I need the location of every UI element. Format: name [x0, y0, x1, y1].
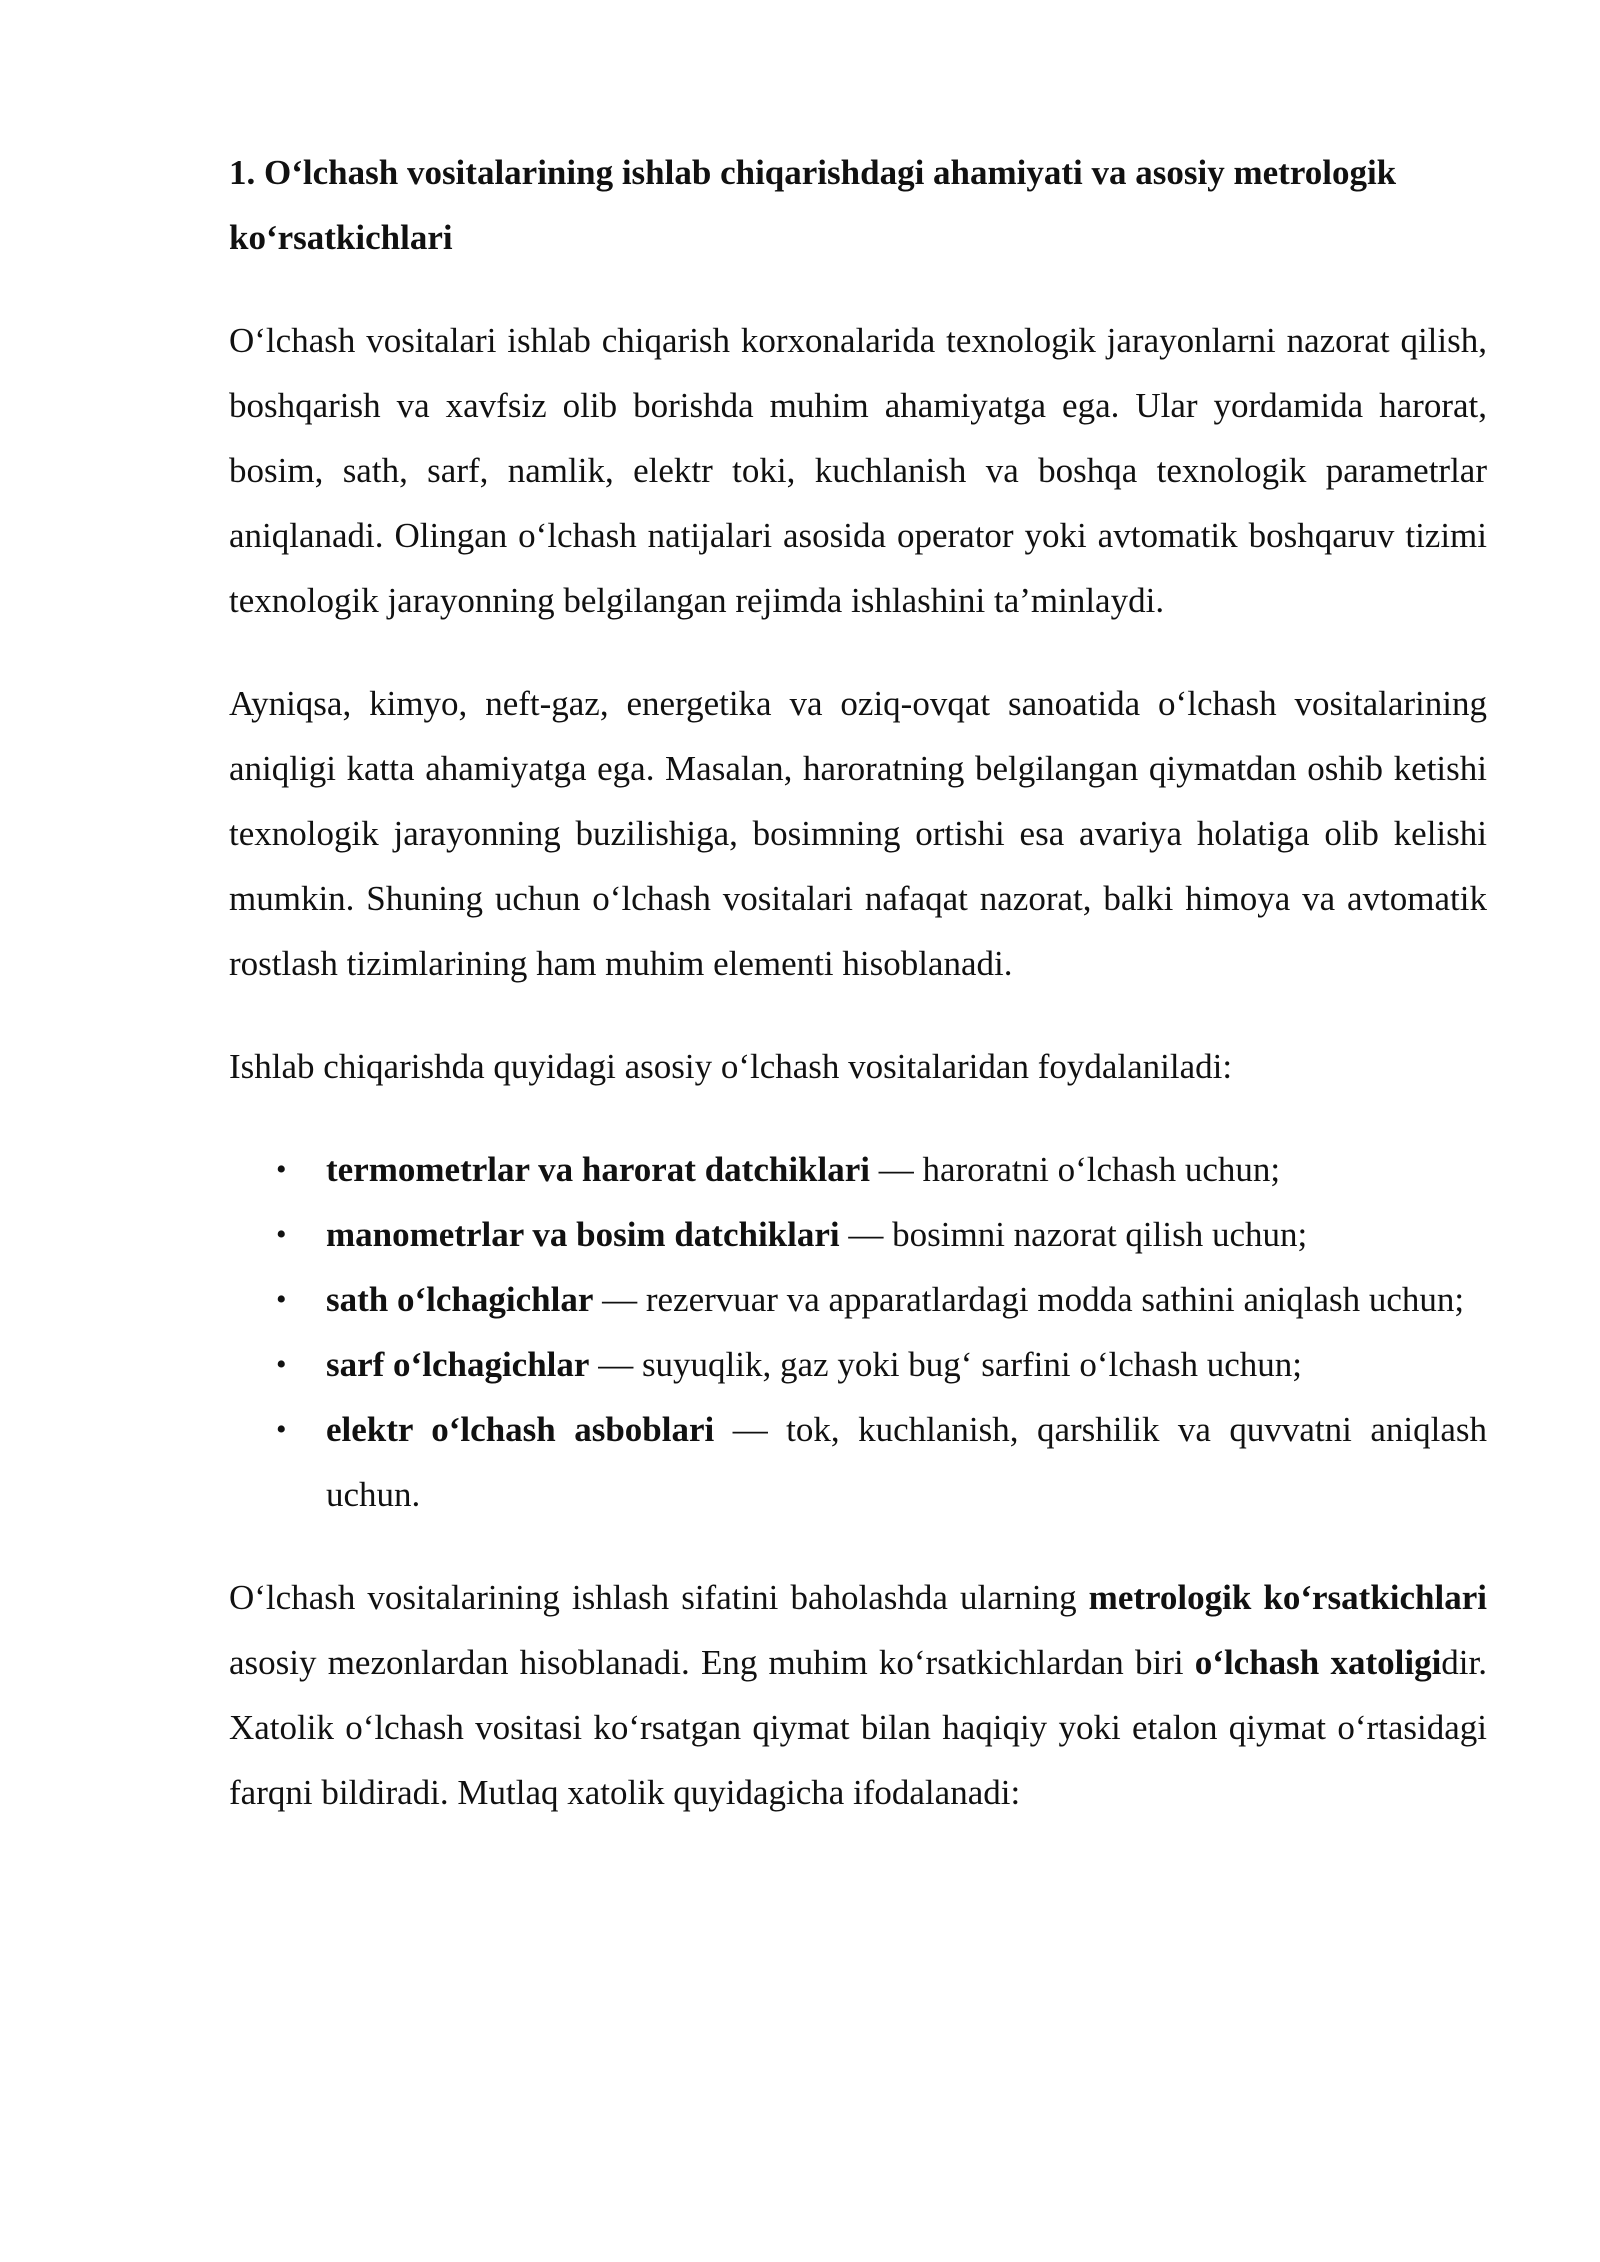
list-item-desc: — bosimni nazorat qilish uchun;: [839, 1215, 1308, 1254]
list-item: [229, 1137, 1487, 1202]
list-item-desc: — suyuqlik, gaz yoki bug‘ sarfini o‘lchash uchun;: [589, 1345, 1302, 1384]
document-page: [229, 140, 1487, 1863]
list-intro: Ishlab chiqarishda quyidagi asosiy o‘lchash vositalaridan foydalaniladi:: [229, 1047, 1233, 1086]
list-item: [229, 1397, 1487, 1527]
bullet-icon: •: [276, 1153, 287, 1186]
paragraph-metrology: [229, 1565, 1487, 1825]
metrology-text-3: dir. Xatolik o‘lchash vositasi ko‘rsatgan qiymat bilan haqiqiy yoki etalon qiymat o‘rtasidagi farqni bildiradi. Mutlaq xatolik quyidagicha ifodalanadi:: [229, 1643, 1487, 1812]
list-item-term: sath o‘lchagichlar: [326, 1280, 594, 1319]
instrument-list: [229, 1137, 1487, 1527]
list-item-term: sarf o‘lchagichlar: [326, 1345, 590, 1384]
metrology-text-1: O‘lchash vositalarining ishlash sifatini baholashda ularning: [229, 1578, 1089, 1617]
list-item-term: elektr o‘lchash asboblari: [326, 1410, 715, 1449]
list-item-term: manometrlar va bosim datchiklari: [326, 1215, 840, 1254]
paragraph-industry: Ayniqsa, kimyo, neft-gaz, energetika va oziq-ovqat sanoatida o‘lchash vositalarining aniqligi katta ahamiyatga ega. Masalan, haroratning belgilangan qiymatdan oshib ketishi texnologik jarayonning buzilishiga, bosimning ortishi esa avariya holatiga olib kelishi mumkin. Shuning uchun o‘lchash vositalari nafaqat nazorat, balki himoya va avtomatik rostlash tizimlarining ham muhim elementi hisoblanadi.: [229, 684, 1487, 983]
bullet-icon: •: [276, 1413, 287, 1446]
bullet-icon: •: [276, 1283, 287, 1316]
bullet-icon: •: [276, 1218, 287, 1251]
list-item: [229, 1202, 1487, 1267]
list-item-term: termometrlar va harorat datchiklari: [326, 1150, 870, 1189]
list-item-desc: — tok, kuchlanish, qarshilik va quvvatni aniqlash uchun.: [326, 1410, 1487, 1514]
metrology-text-2: asosiy mezonlardan hisoblanadi. Eng muhim ko‘rsatkichlardan biri: [229, 1643, 1195, 1682]
bullet-icon: •: [276, 1348, 287, 1381]
error-term: o‘lchash xatoligi: [1194, 1643, 1442, 1682]
paragraph-intro: O‘lchash vositalari ishlab chiqarish korxonalarida texnologik jarayonlarni nazorat qilish, boshqarish va xavfsiz olib borishda muhim ahamiyatga ega. Ular yordamida harorat, bosim, sath, sarf, namlik, elektr toki, kuchlanish va boshqa texnologik parametrlar aniqlanadi. Olingan o‘lchash natijalari asosida operator yoki avtomatik boshqaruv tizimi texnologik jarayonning belgilangan rejimda ishlashini ta’minlaydi.: [229, 321, 1487, 620]
list-item-desc: — haroratni o‘lchash uchun;: [870, 1150, 1281, 1189]
list-item-desc: — rezervuar va apparatlardagi modda sathini aniqlash uchun;: [593, 1280, 1465, 1319]
list-item: [229, 1267, 1487, 1332]
metrology-term: metrologik ko‘rsatkichlari: [1088, 1578, 1487, 1617]
section-heading: 1. O‘lchash vositalarining ishlab chiqarishdagi ahamiyati va asosiy metrologik ko‘rsatkichlari: [229, 153, 1397, 257]
list-item: [229, 1332, 1487, 1397]
